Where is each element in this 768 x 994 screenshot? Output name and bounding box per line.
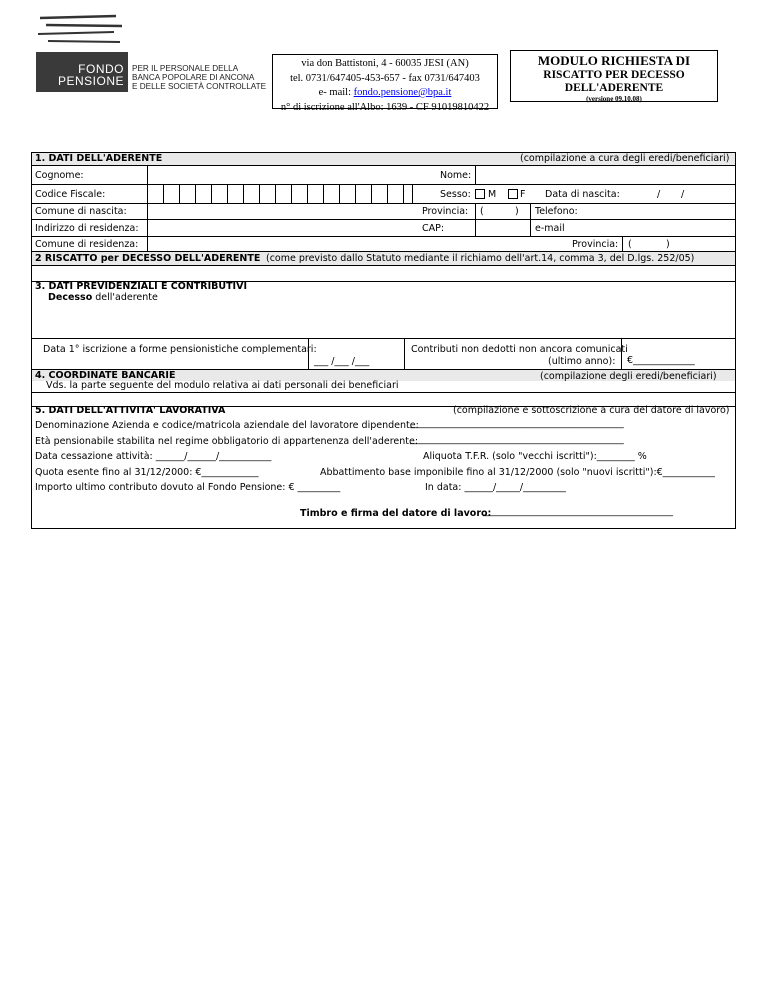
provincia-residenza-label: Provincia: [572, 239, 619, 250]
data-nascita-label: Data di nascita: [545, 189, 620, 200]
timbro-firma-field[interactable]: ________________________________________ [483, 506, 673, 517]
contributi-label: Contributi non dedotti non ancora comunicati [411, 344, 628, 355]
logo-subtitle-line: E DELLE SOCIETÀ CONTROLLATE [132, 82, 267, 91]
form-title-line: MODULO RICHIESTA DI [537, 53, 691, 68]
in-data-field[interactable]: In data: ______/_____/_________ [425, 482, 566, 493]
indirizzo-label: Indirizzo di residenza: [35, 223, 139, 234]
section1-note: (compilazione a cura degli eredi/beneficiari) [520, 153, 730, 164]
email-label: e-mail [535, 223, 565, 234]
cap-label: CAP: [422, 223, 445, 234]
fund-logo-lines [36, 14, 126, 44]
decesso-bold: Decesso [48, 292, 93, 303]
decesso-rest: dell'aderente [92, 292, 158, 303]
comune-residenza-label: Comune di residenza: [35, 239, 139, 250]
fund-logo [36, 52, 128, 92]
data-cessazione-field[interactable]: Data cessazione attività: ______/______/___________ [35, 451, 272, 462]
nome-label: Nome: [440, 170, 472, 181]
logo-text-pensione: PENSIONE [57, 74, 124, 88]
timbro-firma-label: Timbro e firma del datore di lavoro: [300, 508, 492, 519]
paren-close: ) [666, 239, 670, 250]
codice-fiscale-label: Codice Fiscale: [35, 189, 106, 200]
eta-pensionabile-label: Età pensionabile stabilita nel regime obbligatorio di appartenenza dell'aderente: [35, 436, 419, 447]
date-separator: / [681, 189, 685, 200]
data-iscrizione-label: Data 1° iscrizione a forme pensionistiche complementari: [43, 344, 317, 355]
provincia-label: Provincia: [422, 206, 469, 217]
comune-nascita-label: Comune di nascita: [35, 206, 127, 217]
aliquota-tfr-field[interactable]: Aliquota T.F.R. (solo "vecchi iscritti"):________ % [423, 451, 647, 462]
paren-open: ( [628, 239, 632, 250]
sesso-label: Sesso: [440, 189, 471, 200]
logo-text-fondo: FONDO [78, 62, 124, 76]
email-prefix: e- mail: [318, 87, 354, 98]
cognome-label: Cognome: [35, 170, 84, 181]
data-iscrizione-field[interactable]: ___ /___ /___ [314, 356, 370, 367]
section2-note: (come previsto dallo Statuto mediante il richiamo dell'art.14, comma 3, del D.lgs. 252/05) [266, 253, 695, 264]
sesso-m-label: M [488, 189, 497, 200]
form-title-box [510, 50, 718, 102]
comune-nascita-field[interactable] [148, 204, 418, 219]
comune-residenza-field[interactable] [148, 237, 568, 251]
form-title-line: RISCATTO PER DECESSO [543, 69, 685, 81]
denominazione-label: Denominazione Azienda e codice/matricola aziendale del lavoratore dipendente: [35, 420, 419, 431]
telefono-label: Telefono: [535, 206, 578, 217]
paren-open: ( [480, 206, 484, 217]
logo-subtitle-line: PER IL PERSONALE DELLA [132, 64, 239, 73]
logo-subtitle [132, 64, 266, 91]
ultimo-anno-label: (ultimo anno): [548, 356, 616, 367]
sesso-m-checkbox[interactable] [475, 189, 485, 199]
email-line [273, 86, 497, 101]
paren-close: ) [515, 206, 519, 217]
form-version: (versione 09.10.08) [586, 95, 642, 103]
registry-line: n° di iscrizione all'Albo: 1639 - CF 91019810422 [280, 101, 490, 113]
date-separator: / [657, 189, 661, 200]
section4-text: Vds. la parte seguente del modulo relativa ai dati personali dei beneficiari [46, 380, 399, 391]
nome-field[interactable] [476, 166, 734, 183]
email-link[interactable]: fondo.pensione@bpa.it [353, 87, 452, 98]
phone-line: tel. 0731/647405-453-657 - fax 0731/647403 [290, 72, 480, 84]
abbattimento-field[interactable]: Abbattimento base imponibile fino al 31/12/2000 (solo "nuovi iscritti"):€___________ [320, 467, 715, 478]
sesso-f-label: F [520, 189, 526, 200]
logo-subtitle-line: BANCA POPOLARE DI ANCONA [132, 73, 255, 82]
section2-heading: 2 RISCATTO per DECESSO DELL'ADERENTE [35, 253, 261, 264]
importo-contributo-field[interactable]: Importo ultimo contributo dovuto al Fondo Pensione: € _________ [35, 482, 341, 493]
contributi-field[interactable]: €_____________ [627, 355, 695, 366]
section4-note: (compilazione degli eredi/beneficiari) [540, 371, 717, 382]
eta-pensionabile-field[interactable]: _____________________________________________ [410, 434, 624, 445]
quota-esente-field[interactable]: Quota esente fino al 31/12/2000: €____________ [35, 467, 259, 478]
address-line: via don Battistoni, 4 - 60035 JESI (AN) [301, 58, 469, 69]
section4-heading: 4. COORDINATE BANCARIE [35, 370, 176, 381]
section5-note: (compilazione e sottoscrizione a cura del datore di lavoro) [453, 405, 730, 416]
section1-heading: 1. DATI DELL'ADERENTE [35, 153, 163, 164]
section3-heading: 3. DATI PREVIDENZIALI E CONTRIBUTIVI [35, 281, 247, 292]
section5-heading: 5. DATI DELL'ATTIVITA' LAVORATIVA [35, 405, 226, 416]
denominazione-field[interactable]: _____________________________________________ [410, 418, 624, 429]
form-title-line: DELL'ADERENTE [564, 82, 664, 94]
decesso-text [48, 292, 158, 303]
address-box [272, 54, 498, 113]
cognome-field[interactable] [148, 166, 474, 183]
sesso-f-checkbox[interactable] [508, 189, 518, 199]
